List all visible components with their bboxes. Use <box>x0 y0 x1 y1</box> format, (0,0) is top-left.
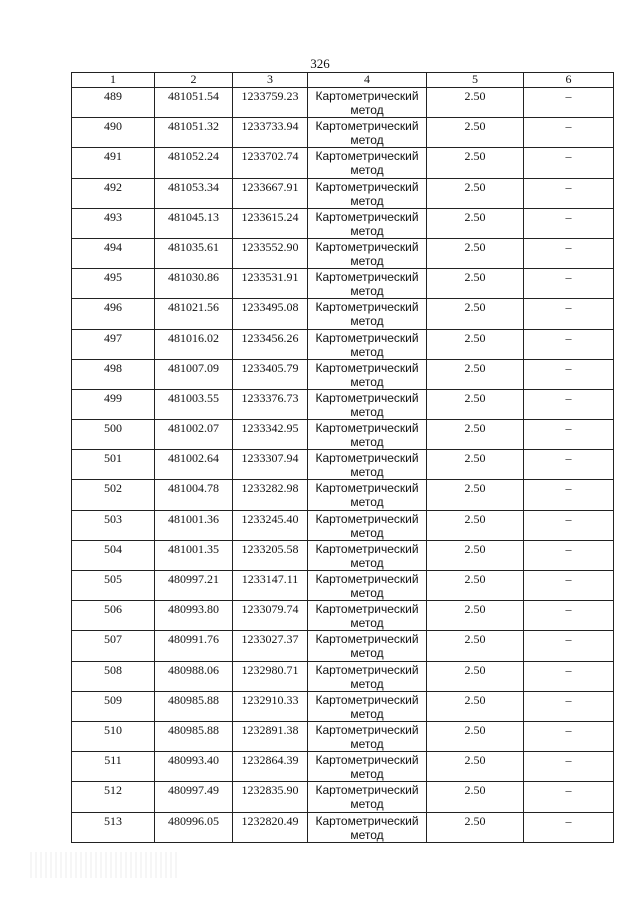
note-cell: – <box>524 752 614 782</box>
method-line-2: метод <box>350 616 384 631</box>
x-coordinate-cell: 480991.76 <box>155 631 233 661</box>
note-cell: – <box>524 420 614 450</box>
scan-smudge <box>30 852 180 878</box>
method-cell <box>308 721 427 751</box>
x-coordinate-cell: 481004.78 <box>155 480 233 510</box>
note-cell: – <box>524 88 614 118</box>
table-header-row <box>72 73 614 88</box>
column-header: 6 <box>524 73 614 88</box>
table-row <box>72 721 614 751</box>
method-line-2: метод <box>350 103 384 117</box>
y-coordinate-cell: 1233667.91 <box>233 178 308 208</box>
point-number-cell: 492 <box>72 178 155 208</box>
note-cell: – <box>524 631 614 661</box>
y-coordinate-cell: 1233456.26 <box>233 329 308 359</box>
point-number-cell: 510 <box>72 721 155 751</box>
point-number-cell: 506 <box>72 601 155 631</box>
method-line-2: метод <box>350 344 384 359</box>
point-number-cell: 498 <box>72 359 155 389</box>
note-cell: – <box>524 450 614 480</box>
table-row <box>72 118 614 148</box>
note-cell: – <box>524 269 614 299</box>
point-number-cell: 499 <box>72 389 155 419</box>
method-cell <box>308 389 427 419</box>
method-line-2: метод <box>350 797 384 812</box>
point-number-cell: 512 <box>72 782 155 812</box>
point-number-cell: 490 <box>72 118 155 148</box>
method-cell <box>308 269 427 299</box>
column-header: 1 <box>72 73 155 88</box>
method-cell <box>308 510 427 540</box>
y-coordinate-cell: 1232980.71 <box>233 661 308 691</box>
method-line-1: Картометрический <box>315 541 419 556</box>
y-coordinate-cell: 1233702.74 <box>233 148 308 178</box>
accuracy-cell: 2.50 <box>427 782 524 812</box>
y-coordinate-cell: 1233027.37 <box>233 631 308 661</box>
method-line-2: метод <box>350 736 384 751</box>
x-coordinate-cell: 481053.34 <box>155 178 233 208</box>
method-cell <box>308 118 427 148</box>
method-line-2: метод <box>350 767 384 782</box>
y-coordinate-cell: 1232835.90 <box>233 782 308 812</box>
x-coordinate-cell: 481051.54 <box>155 88 233 118</box>
y-coordinate-cell: 1233552.90 <box>233 238 308 268</box>
accuracy-cell: 2.50 <box>427 540 524 570</box>
method-cell <box>308 420 427 450</box>
note-cell: – <box>524 238 614 268</box>
method-cell <box>308 571 427 601</box>
method-cell <box>308 540 427 570</box>
accuracy-cell: 2.50 <box>427 88 524 118</box>
table-row <box>72 208 614 238</box>
accuracy-cell: 2.50 <box>427 118 524 148</box>
column-header: 3 <box>233 73 308 88</box>
point-number-cell: 502 <box>72 480 155 510</box>
x-coordinate-cell: 481016.02 <box>155 329 233 359</box>
note-cell: – <box>524 812 614 842</box>
method-line-2: метод <box>350 284 384 299</box>
method-cell <box>308 601 427 631</box>
method-line-2: метод <box>350 435 384 450</box>
point-number-cell: 493 <box>72 208 155 238</box>
method-line-1: Картометрический <box>315 300 419 315</box>
accuracy-cell: 2.50 <box>427 480 524 510</box>
y-coordinate-cell: 1233615.24 <box>233 208 308 238</box>
accuracy-cell: 2.50 <box>427 631 524 661</box>
accuracy-cell: 2.50 <box>427 389 524 419</box>
point-number-cell: 504 <box>72 540 155 570</box>
point-number-cell: 491 <box>72 148 155 178</box>
point-number-cell: 503 <box>72 510 155 540</box>
note-cell: – <box>524 601 614 631</box>
x-coordinate-cell: 481002.64 <box>155 450 233 480</box>
note-cell: – <box>524 540 614 570</box>
method-cell <box>308 691 427 721</box>
method-line-1: Картометрический <box>315 360 419 375</box>
note-cell: – <box>524 178 614 208</box>
method-line-1: Картометрический <box>315 239 419 254</box>
note-cell: – <box>524 148 614 178</box>
note-cell: – <box>524 480 614 510</box>
method-line-1: Картометрический <box>315 270 419 285</box>
note-cell: – <box>524 329 614 359</box>
method-cell <box>308 450 427 480</box>
note-cell: – <box>524 571 614 601</box>
x-coordinate-cell: 481051.32 <box>155 118 233 148</box>
accuracy-cell: 2.50 <box>427 269 524 299</box>
y-coordinate-cell: 1233342.95 <box>233 420 308 450</box>
method-cell <box>308 178 427 208</box>
method-cell <box>308 329 427 359</box>
method-line-2: метод <box>350 404 384 419</box>
note-cell: – <box>524 299 614 329</box>
x-coordinate-cell: 481002.07 <box>155 420 233 450</box>
x-coordinate-cell: 481001.35 <box>155 540 233 570</box>
table-row <box>72 420 614 450</box>
table-row <box>72 389 614 419</box>
y-coordinate-cell: 1233495.08 <box>233 299 308 329</box>
note-cell: – <box>524 782 614 812</box>
column-header: 2 <box>155 73 233 88</box>
method-line-1: Картометрический <box>315 89 419 103</box>
accuracy-cell: 2.50 <box>427 571 524 601</box>
point-number-cell: 508 <box>72 661 155 691</box>
method-line-2: метод <box>350 223 384 238</box>
y-coordinate-cell: 1232820.49 <box>233 812 308 842</box>
method-line-1: Картометрический <box>315 119 419 134</box>
accuracy-cell: 2.50 <box>427 601 524 631</box>
x-coordinate-cell: 481030.86 <box>155 269 233 299</box>
x-coordinate-cell: 480993.80 <box>155 601 233 631</box>
x-coordinate-cell: 481052.24 <box>155 148 233 178</box>
x-coordinate-cell: 481003.55 <box>155 389 233 419</box>
accuracy-cell: 2.50 <box>427 752 524 782</box>
x-coordinate-cell: 481045.13 <box>155 208 233 238</box>
column-header: 5 <box>427 73 524 88</box>
table-row <box>72 691 614 721</box>
note-cell: – <box>524 389 614 419</box>
table-row <box>72 359 614 389</box>
method-line-1: Картометрический <box>315 451 419 466</box>
note-cell: – <box>524 691 614 721</box>
y-coordinate-cell: 1233733.94 <box>233 118 308 148</box>
method-line-2: метод <box>350 163 384 178</box>
method-cell <box>308 299 427 329</box>
y-coordinate-cell: 1233759.23 <box>233 88 308 118</box>
method-line-1: Картометрический <box>315 149 419 164</box>
point-number-cell: 500 <box>72 420 155 450</box>
y-coordinate-cell: 1233405.79 <box>233 359 308 389</box>
table-row <box>72 661 614 691</box>
y-coordinate-cell: 1233307.94 <box>233 450 308 480</box>
y-coordinate-cell: 1233282.98 <box>233 480 308 510</box>
table-row <box>72 88 614 118</box>
method-line-2: метод <box>350 495 384 510</box>
y-coordinate-cell: 1233079.74 <box>233 601 308 631</box>
y-coordinate-cell: 1232891.38 <box>233 721 308 751</box>
note-cell: – <box>524 118 614 148</box>
method-cell <box>308 782 427 812</box>
point-number-cell: 511 <box>72 752 155 782</box>
method-line-2: метод <box>350 827 384 842</box>
x-coordinate-cell: 480993.40 <box>155 752 233 782</box>
point-number-cell: 505 <box>72 571 155 601</box>
method-line-2: метод <box>350 314 384 329</box>
x-coordinate-cell: 480985.88 <box>155 691 233 721</box>
method-cell <box>308 631 427 661</box>
table-row <box>72 601 614 631</box>
note-cell: – <box>524 208 614 238</box>
method-line-1: Картометрический <box>315 813 419 828</box>
table-row <box>72 631 614 661</box>
note-cell: – <box>524 721 614 751</box>
method-line-2: метод <box>350 706 384 721</box>
table-row <box>72 812 614 842</box>
accuracy-cell: 2.50 <box>427 208 524 238</box>
y-coordinate-cell: 1233376.73 <box>233 389 308 419</box>
method-cell <box>308 661 427 691</box>
method-cell <box>308 148 427 178</box>
y-coordinate-cell: 1233245.40 <box>233 510 308 540</box>
x-coordinate-cell: 480996.05 <box>155 812 233 842</box>
accuracy-cell: 2.50 <box>427 420 524 450</box>
method-line-1: Картометрический <box>315 572 419 586</box>
accuracy-cell: 2.50 <box>427 329 524 359</box>
table-row <box>72 269 614 299</box>
method-cell <box>308 812 427 842</box>
column-header: 4 <box>308 73 427 88</box>
table-row <box>72 299 614 329</box>
method-line-2: метод <box>350 374 384 389</box>
table-row <box>72 480 614 510</box>
point-number-cell: 501 <box>72 450 155 480</box>
page-number: 326 <box>310 56 330 71</box>
point-number-cell: 495 <box>72 269 155 299</box>
method-line-2: метод <box>350 253 384 268</box>
method-line-2: метод <box>350 586 384 600</box>
note-cell: – <box>524 359 614 389</box>
method-line-1: Картометрический <box>315 330 419 345</box>
point-number-cell: 497 <box>72 329 155 359</box>
method-line-1: Картометрический <box>315 692 419 707</box>
table-row <box>72 571 614 601</box>
point-number-cell: 509 <box>72 691 155 721</box>
accuracy-cell: 2.50 <box>427 450 524 480</box>
note-cell: – <box>524 510 614 540</box>
table-row <box>72 178 614 208</box>
method-line-2: метод <box>350 133 384 148</box>
method-cell <box>308 752 427 782</box>
method-line-2: метод <box>350 646 384 661</box>
accuracy-cell: 2.50 <box>427 510 524 540</box>
coordinates-table <box>71 72 614 843</box>
method-line-1: Картометрический <box>315 722 419 737</box>
table-row <box>72 510 614 540</box>
x-coordinate-cell: 481021.56 <box>155 299 233 329</box>
accuracy-cell: 2.50 <box>427 721 524 751</box>
table-row <box>72 782 614 812</box>
accuracy-cell: 2.50 <box>427 148 524 178</box>
accuracy-cell: 2.50 <box>427 299 524 329</box>
method-cell <box>308 208 427 238</box>
method-line-1: Картометрический <box>315 662 419 677</box>
x-coordinate-cell: 481007.09 <box>155 359 233 389</box>
point-number-cell: 496 <box>72 299 155 329</box>
accuracy-cell: 2.50 <box>427 661 524 691</box>
table-row <box>72 238 614 268</box>
point-number-cell: 489 <box>72 88 155 118</box>
method-line-1: Картометрический <box>315 783 419 798</box>
method-line-2: метод <box>350 555 384 570</box>
method-line-1: Картометрический <box>315 632 419 647</box>
table-row <box>72 450 614 480</box>
method-line-2: метод <box>350 676 384 691</box>
method-cell <box>308 88 427 118</box>
method-cell <box>308 480 427 510</box>
y-coordinate-cell: 1232864.39 <box>233 752 308 782</box>
method-line-1: Картометрический <box>315 511 419 526</box>
method-line-1: Картометрический <box>315 753 419 768</box>
x-coordinate-cell: 481035.61 <box>155 238 233 268</box>
accuracy-cell: 2.50 <box>427 238 524 268</box>
point-number-cell: 513 <box>72 812 155 842</box>
table-row <box>72 148 614 178</box>
table-row <box>72 540 614 570</box>
method-line-2: метод <box>350 525 384 540</box>
point-number-cell: 494 <box>72 238 155 268</box>
method-line-1: Картометрический <box>315 421 419 436</box>
method-line-1: Картометрический <box>315 390 419 405</box>
method-line-2: метод <box>350 465 384 480</box>
x-coordinate-cell: 480988.06 <box>155 661 233 691</box>
accuracy-cell: 2.50 <box>427 359 524 389</box>
accuracy-cell: 2.50 <box>427 812 524 842</box>
y-coordinate-cell: 1232910.33 <box>233 691 308 721</box>
y-coordinate-cell: 1233205.58 <box>233 540 308 570</box>
table-row <box>72 329 614 359</box>
table-body <box>72 88 614 843</box>
note-cell: – <box>524 661 614 691</box>
x-coordinate-cell: 480997.49 <box>155 782 233 812</box>
y-coordinate-cell: 1233531.91 <box>233 269 308 299</box>
method-line-1: Картометрический <box>315 602 419 617</box>
y-coordinate-cell: 1233147.11 <box>233 571 308 601</box>
x-coordinate-cell: 481001.36 <box>155 510 233 540</box>
method-line-1: Картометрический <box>315 481 419 496</box>
accuracy-cell: 2.50 <box>427 178 524 208</box>
x-coordinate-cell: 480985.88 <box>155 721 233 751</box>
method-line-1: Картометрический <box>315 209 419 224</box>
method-line-1: Картометрический <box>315 179 419 194</box>
method-cell <box>308 359 427 389</box>
x-coordinate-cell: 480997.21 <box>155 571 233 601</box>
table-row <box>72 752 614 782</box>
point-number-cell: 507 <box>72 631 155 661</box>
accuracy-cell: 2.50 <box>427 691 524 721</box>
method-cell <box>308 238 427 268</box>
method-line-2: метод <box>350 193 384 208</box>
